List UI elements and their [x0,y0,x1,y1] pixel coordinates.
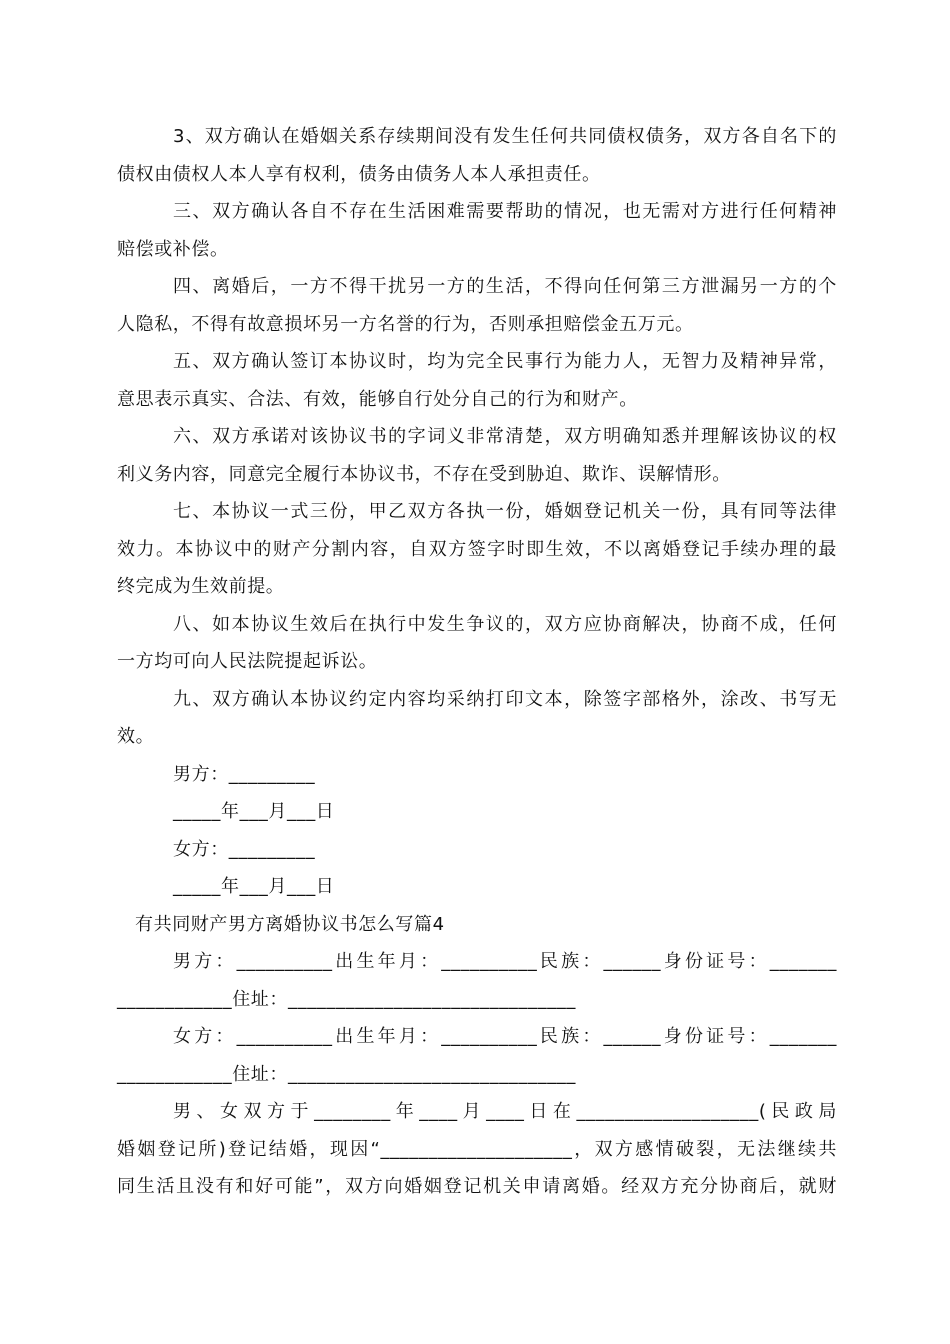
paragraph-line: 效力。本协议中的财产分割内容，自双方签字时即生效，不以离婚登记手续办理的最 [117,539,837,560]
paragraph-line: 七、本协议一式三份，甲乙双方各执一份，婚姻登记机关一份，具有同等法律 [173,501,837,522]
paragraph-line: 四、离婚后，一方不得干扰另一方的生活，不得向任何第三方泄漏另一方的个 [173,276,837,297]
paragraph-line: 五、双方确认签订本协议时，均为完全民事行为能力人，无智力及精神异常， [173,351,837,372]
paragraph-line: 人隐私，不得有故意损坏另一方名誉的行为，否则承担赔偿金五万元。 [117,314,694,335]
paragraph-line: 利义务内容，同意完全履行本协议书，不存在受到胁迫、欺诈、误解情形。 [117,464,731,485]
paragraph-line: 六、双方承诺对该协议书的字词义非常清楚，双方明确知悉并理解该协议的权 [173,426,837,447]
paragraph-line: 九、双方确认本协议约定内容均采纳打印文本，除签字部格外，涂改、书写无 [173,689,837,710]
paragraph-line: 债权由债权人本人享有权利，债务由债务人本人承担责任。 [117,164,601,185]
paragraph-line: 一方均可向人民法院提起诉讼。 [117,651,378,672]
paragraph-line: 3、双方确认在婚姻关系存续期间没有发生任何共同债权债务，双方各自名下的 [173,126,837,147]
paragraph-line: 效。 [117,726,155,747]
male-info-line: 男方：__________出生年月：__________民族：______身份证号：_______ [173,951,837,972]
paragraph-line: 三、双方确认各自不存在生活困难需要帮助的情况，也无需对方进行任何精神 [173,201,837,222]
section-heading: 有共同财产男方离婚协议书怎么写篇4 [135,914,445,935]
signature-male-line: 男方：_________ [173,764,316,785]
date-line: _____年___月___日 [173,876,335,897]
female-info-line: 女方：__________出生年月：__________民族：______身份证号：_______ [173,1026,837,1047]
signature-female-line: 女方：_________ [173,839,316,860]
female-address-line: ____________住址：______________________________ [117,1064,576,1085]
paragraph-line: 赔偿或补偿。 [117,239,229,260]
paragraph-line: 婚姻登记所)登记结婚，现因“____________________，双方感情破裂，无法继续共 [117,1139,837,1160]
paragraph-line: 终完成为生效前提。 [117,576,285,597]
paragraph-line: 同生活且没有和好可能”，双方向婚姻登记机关申请离婚。经双方充分协商后，就财 [117,1176,837,1197]
paragraph-line: 八、如本协议生效后在执行中发生争议的，双方应协商解决，协商不成，任何 [173,614,837,635]
paragraph-line: 意思表示真实、合法、有效，能够自行处分自己的行为和财产。 [117,389,638,410]
paragraph-line: 男、女双方于________年____月____日在___________________(民政局 [173,1101,837,1122]
male-address-line: ____________住址：______________________________ [117,989,576,1010]
date-line: _____年___月___日 [173,801,335,822]
